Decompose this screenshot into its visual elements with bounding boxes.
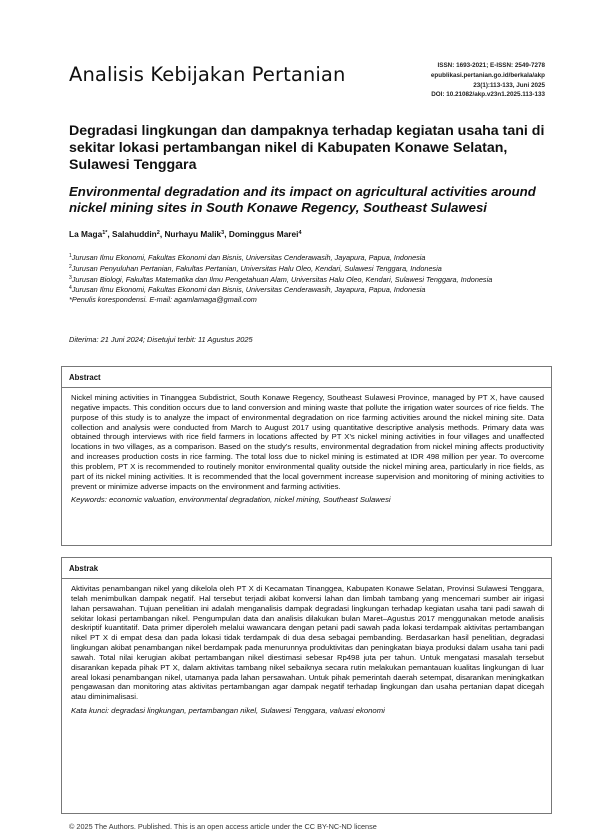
affiliation-mark: 1 xyxy=(69,253,72,259)
affiliation-text: Jurusan Ilmu Ekonomi, Fakultas Ekonomi dan Bisnis, Universitas Cenderawasih, Jayapura, Papua, Indonesia xyxy=(71,285,426,295)
author-mark: 4 xyxy=(298,230,302,236)
author-name: La Maga xyxy=(69,229,103,239)
affiliation-mark: 4 xyxy=(69,285,72,292)
affiliation-text: Jurusan Biologi, Fakultas Matematika dan Ilmu Pengetahuan Alam, Universitas Halu Oleo, Kendari, Sulawesi Tenggara, Indonesia xyxy=(71,274,493,284)
abstrak-body-container xyxy=(62,579,551,716)
kata-kunci: Kata kunci: degradasi lingkungan, pertambangan nikel, Sulawesi Tenggara, valuasi ekonomi xyxy=(71,706,385,716)
abstract-body-container xyxy=(62,388,551,505)
affiliation-item xyxy=(69,263,547,274)
affiliation-mark: 3 xyxy=(69,274,72,281)
article-title-english: Environmental degradation and its impact on agricultural activities around nickel mining sites in South Konawe Regency, Southeast Sulawesi xyxy=(69,184,536,216)
author-name: Dominggus Marei xyxy=(228,229,299,239)
affiliation-list xyxy=(69,252,547,305)
abstract-heading: Abstract xyxy=(62,367,551,388)
journal-issn: ISSN: 1693-2021; E-ISSN: 2549-7278 xyxy=(437,62,545,69)
affiliation-text: Jurusan Penyuluhan Pertanian, Fakultas Pertanian, Universitas Halu Oleo, Kendari, Sulawesi Tenggara, Indonesia xyxy=(71,263,442,273)
affiliation-item xyxy=(69,252,547,263)
journal-doi[interactable]: DOI: 10.21082/akp.v23n1.2025.113-133 xyxy=(431,91,545,99)
journal-title: Analisis Kebijakan Pertanian xyxy=(69,63,346,86)
author-name: Salahuddin xyxy=(112,229,157,239)
keywords: Keywords: economic valuation, environmental degradation, nickel mining, Southeast Sulawesi xyxy=(71,495,391,505)
abstrak-text: Aktivitas penambangan nikel yang dikelola oleh PT X di Kecamatan Tinanggea, Kabupaten Konawe Selatan, Provinsi Sulawesi Tenggara, telah menimbulkan dampak negatif. Hal tersebut terjadi akibat konversi lahan dan limbah tambang yang mencemari sumber air irigasi lahan persawahan. Tujuan penelitian ini adalah menganalisis dampak degradasi lingkungan terhadap kegiatan usaha tani padi sawah di sekitar lokasi pertambangan nikel. Pengumpulan data dan analisis dilakukan bulan Maret–Agustus 2017 menggunakan metode analisis deskriptif kuantitatif. Data primer diperoleh melalui wawancara dengan petani padi sawah pada lokasi terdampak aktivitas pertambangan nikel PT X di empat desa dan pada lokasi tidak terdampak di dua desa sebagai pembanding. Berdasarkan hasil penelitian, degradasi lingkungan akibat penambangan nikel berdampak pada menurunnya produktivitas dan peningkatan biaya produksi dalam usaha tani padi sawah. Total nilai kerugian akibat pertambangan nikel diestimasi sebesar Rp498 juta per tahun. Untuk mengatasi masalah tersebut disarankan kepada pihak PT X, dalam aktivitas tambang nikel sebaiknya secara rutin melakukan pemantauan kualitas lingkungan di luar areal lokasi penambangan nikel, utamanya pada lahan persawahan. Untuk pihak pemerintah daerah setempat, disarankan meningkatkan pengawasan dan monitoring atas aktivitas pertambangan agar dampak negatif terhadap lingkungan dan usaha pertanian dapat dicegah atau diminimalisasi. xyxy=(71,584,544,702)
abstrak-heading: Abstrak xyxy=(62,558,551,579)
affiliation-text: Jurusan Ilmu Ekonomi, Fakultas Ekonomi dan Bisnis, Universitas Cenderawasih, Jayapura, Papua, Indonesia xyxy=(71,253,426,262)
author-list: La Maga$^{1*}$, Salahuddin$^2$, Nurhayu Malik$^3$, Dominggus Marei$^4$ xyxy=(69,229,302,239)
author-mark: 2 xyxy=(156,230,160,236)
author-mark: 1* xyxy=(102,230,108,236)
affiliation-mark: 2 xyxy=(69,263,72,270)
article-title-indonesian: Degradasi lingkungan dan dampaknya terhadap kegiatan usaha tani di sekitar lokasi pertambangan nikel di Kabupaten Konawe Selatan, Sulawesi Tenggara xyxy=(69,123,545,173)
abstract-text: Nickel mining activities in Tinanggea Subdistrict, South Konawe Regency, Southeast Sulawesi Province, managed by PT X, have caused negative impacts. This condition occurs due to land conversion and mining waste that pollute the irrigation water sources of rice fields. The purpose of this study is to analyze the impact of environmental degradation on rice farming activities around the nickel mining site. Data collection and analysis were conducted from March to August 2017 using quantitative descriptive analysis methods. Primary data was obtained through interviews with rice field farmers in locations affected by PT X's nickel mining activities in four villages and unaffected locations in two villages, as a comparison. Based on the study's results, environmental degradation from nickel mining affects productivity and increases production costs in rice farming. The total loss due to nickel mining is estimated at IDR 498 million per year. To overcome this problem, PT X is recommended to routinely monitor environmental quality outside the nickel mining area, particularly in rice fields, as part of its nickel mining activities. It is recommended that the local government increase supervision and monitoring of mining activities to prevent or minimize adverse impacts on the environment and farming activities. xyxy=(71,393,544,491)
affiliation-item xyxy=(69,274,547,285)
author-mark: 3 xyxy=(221,230,225,236)
affiliation-item xyxy=(69,284,547,295)
submission-dates: Diterima: 21 Juni 2024; Disetujui terbit: 11 Agustus 2025 xyxy=(69,335,253,344)
license-footer: © 2025 The Authors. Published. This is an open access article under the CC BY-NC-ND license xyxy=(69,822,377,831)
journal-metadata xyxy=(345,61,545,100)
journal-url[interactable]: epublikasi.pertanian.go.id/berkala/akp xyxy=(430,71,545,79)
abstract-english xyxy=(61,366,552,546)
abstract-indonesian xyxy=(61,557,552,814)
author-name: Nurhayu Malik xyxy=(164,229,222,239)
correspondence-note: *Penulis korespondensi. E-mail: agamlamaga@gmail.com xyxy=(69,295,257,305)
journal-issue: 23(1):113-133, Juni 2025 xyxy=(473,81,545,89)
